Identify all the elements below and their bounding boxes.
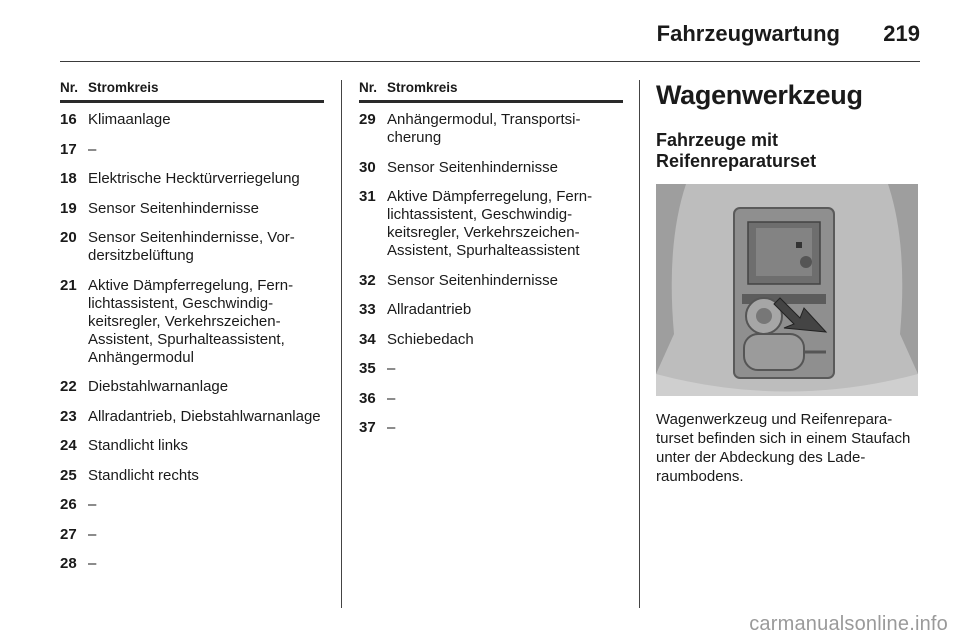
table-row <box>60 408 324 426</box>
table-row <box>60 229 324 265</box>
table-row <box>359 111 623 147</box>
table-row <box>359 159 623 177</box>
fuse-number: 35 <box>359 360 376 377</box>
page-number: 219 <box>883 21 920 46</box>
circuit-name: Aktive Dämpferregelung, Fernlichtassistent, Geschwindigkeitsregler, Verkehrszeichen-Assistent, Spurhalteassistent <box>387 188 593 259</box>
circuit-name: – <box>88 140 97 158</box>
fuse-number: 20 <box>60 229 77 246</box>
column-divider <box>639 80 640 608</box>
section-subheading: Fahrzeuge mit Reifenreparaturset <box>656 130 817 171</box>
table-row <box>60 111 324 129</box>
table-row <box>60 378 324 396</box>
fuse-table-middle <box>359 80 623 449</box>
tool-compartment-illustration <box>656 184 918 396</box>
circuit-name: Sensor Seitenhindernisse <box>88 199 259 217</box>
table-row <box>60 437 324 455</box>
fuse-number: 16 <box>60 111 77 128</box>
table-row <box>60 555 324 573</box>
circuit-name: Schiebedach <box>387 330 474 348</box>
table-row <box>359 188 623 260</box>
header-nr: Nr. <box>359 80 378 95</box>
fuse-number: 22 <box>60 378 77 395</box>
tool-compartment-figure <box>656 184 918 396</box>
circuit-name: Sensor Seitenhindernisse <box>387 158 558 176</box>
circuit-name: Allradantrieb, Diebstahlwarnanlage <box>88 407 321 425</box>
circuit-name: Diebstahlwarnanlage <box>88 378 229 395</box>
fuse-table-left <box>60 80 324 585</box>
circuit-name: Aktive Dämpferregelung, Fernlichtassistent, Geschwindigkeitsregler, Verkehrszeichen-Assistent, Spurhalteassistent, Anhängermodul <box>88 276 294 366</box>
table-row <box>60 496 324 514</box>
circuit-name: Anhängermodul, Transportsicherung <box>387 111 581 146</box>
fuse-number: 17 <box>60 140 77 158</box>
table-row <box>60 200 324 218</box>
fuse-number: 30 <box>359 158 376 176</box>
table-row <box>359 419 623 437</box>
fuse-number: 21 <box>60 276 77 294</box>
fuse-number: 27 <box>60 525 77 543</box>
table-row <box>359 331 623 349</box>
table-row <box>359 360 623 378</box>
circuit-name: Klimaanlage <box>88 111 171 128</box>
page-header <box>60 18 920 62</box>
fuse-number: 37 <box>359 419 376 436</box>
table-row <box>359 390 623 408</box>
fuse-number: 23 <box>60 407 77 425</box>
circuit-name: – <box>387 389 396 407</box>
circuit-name: – <box>88 555 97 572</box>
fuse-number: 18 <box>60 170 77 187</box>
fuse-number: 26 <box>60 496 77 513</box>
circuit-name: Elektrische Hecktürverriegelung <box>88 170 300 187</box>
circuit-name: Standlicht rechts <box>88 466 199 484</box>
section-title: Fahrzeugwartung <box>656 21 840 46</box>
circuit-name: Allradantrieb <box>387 301 472 318</box>
table-row <box>60 141 324 159</box>
table-header <box>359 80 623 103</box>
header-circuit: Stromkreis <box>387 80 458 95</box>
fuse-number: 19 <box>60 199 77 217</box>
circuit-name: Sensor Seitenhindernisse <box>387 271 558 289</box>
table-row <box>60 277 324 367</box>
tool-section <box>656 80 920 486</box>
header-nr: Nr. <box>60 80 79 95</box>
table-row <box>359 301 623 319</box>
circuit-name: Sensor Seitenhindernisse, Vordersitzbelüftung <box>88 229 295 264</box>
fuse-number: 28 <box>60 555 77 572</box>
fuse-number: 24 <box>60 437 77 454</box>
circuit-name: – <box>387 419 396 436</box>
fuse-number: 25 <box>60 466 77 484</box>
fuse-number: 36 <box>359 389 376 407</box>
fuse-number: 34 <box>359 330 376 348</box>
table-row <box>60 170 324 188</box>
tool-description: Wagenwerkzeug und Reifenreparaturset befinden sich in einem Staufach unter der Abdeckung des Laderaumbodens. <box>656 411 911 485</box>
circuit-name: – <box>88 496 97 513</box>
column-divider <box>341 80 342 608</box>
watermark: carmanualsonline.info <box>749 613 948 635</box>
circuit-name: Standlicht links <box>88 437 189 454</box>
table-row <box>359 272 623 290</box>
table-header <box>60 80 324 103</box>
circuit-name: – <box>88 525 97 543</box>
fuse-number: 29 <box>359 111 376 128</box>
fuse-number: 33 <box>359 301 376 318</box>
table-row <box>60 467 324 485</box>
section-heading: Wagenwerkzeug <box>656 80 863 110</box>
circuit-name: – <box>387 360 396 377</box>
fuse-number: 31 <box>359 188 376 205</box>
header-circuit: Stromkreis <box>88 80 159 95</box>
table-row <box>60 526 324 544</box>
fuse-number: 32 <box>359 271 376 289</box>
